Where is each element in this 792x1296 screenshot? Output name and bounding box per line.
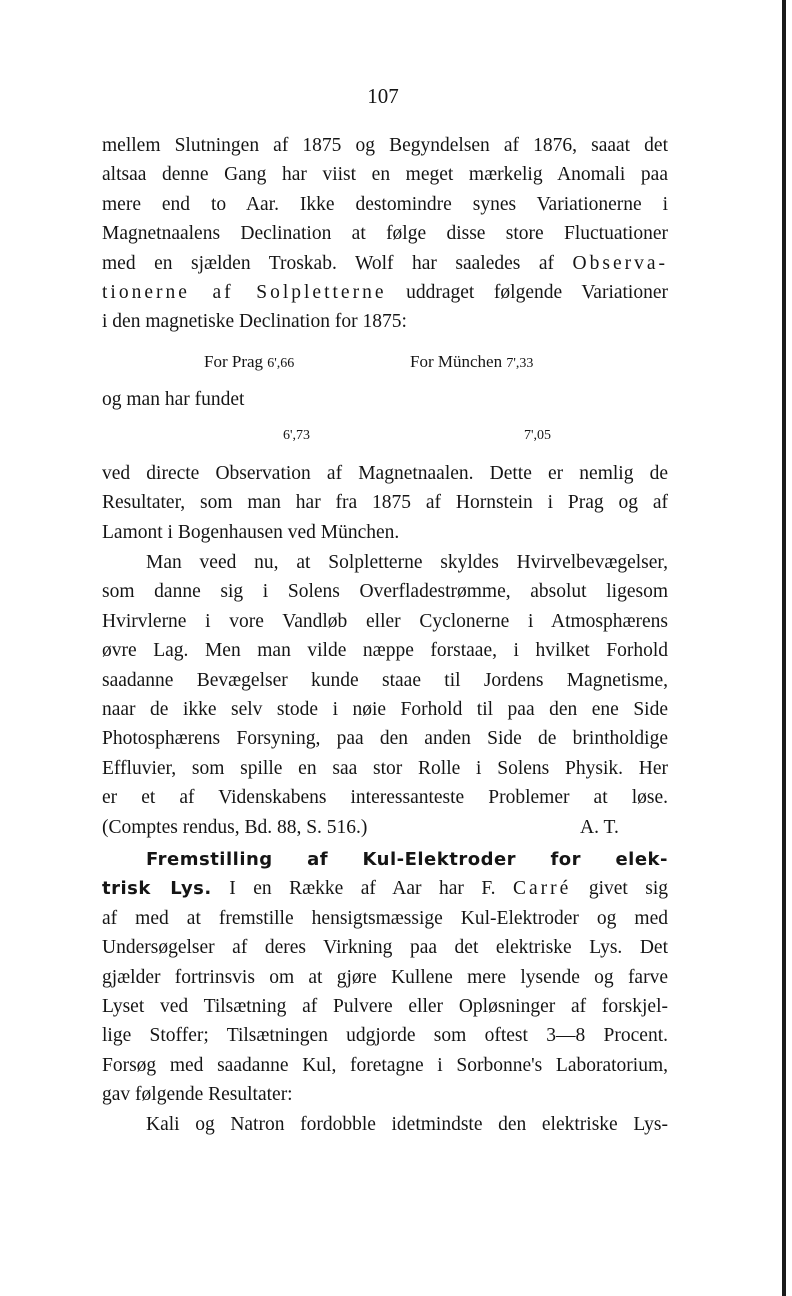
text-line: Effluvier, som spille en saa stor Rolle i Solens Physik. Her bbox=[102, 757, 668, 779]
page-number: 107 bbox=[367, 84, 399, 108]
section-heading-end: trisk Lys. bbox=[102, 878, 212, 900]
author-signature: A. T. bbox=[580, 816, 619, 838]
text-line: Lyset ved Tilsætning af Pulvere eller Opløsninger af forskjel- bbox=[102, 996, 668, 1018]
spaced-emphasis: Observa- bbox=[572, 252, 669, 274]
citation-line bbox=[102, 813, 668, 842]
text-line: trisk Lys. I en Række af Aar har F. Carré givet sig bbox=[102, 878, 669, 900]
paragraph-magnetic-declination bbox=[102, 131, 668, 337]
spaced-emphasis: tionerne af Solpletterne bbox=[102, 282, 387, 304]
text-line: Photosphærens Forsyning, paa den anden Side de brintholdige bbox=[102, 728, 668, 750]
munchen-value: 7',33 bbox=[506, 356, 534, 371]
text-line: naar de ikke selv stode i nøie Forhold til paa den ene Side bbox=[102, 699, 668, 721]
text-line: som danne sig i Solens Overfladestrømme, absolut ligesom bbox=[102, 581, 668, 603]
text-line: af med at fremstille hensigtsmæssige Kul-Elektroder og med bbox=[102, 907, 668, 929]
text-line: mere end to Aar. Ikke destomindre synes Variationerne i bbox=[102, 193, 668, 215]
spaced-emphasis: Carré bbox=[513, 878, 572, 900]
text-line: i den magnetiske Declination for 1875: bbox=[102, 311, 407, 333]
prag-found-value: 6',73 bbox=[283, 428, 311, 443]
text-line: Man veed nu, at Solpletterne skyldes Hvirvelbevægelser, bbox=[146, 552, 668, 573]
munchen-found-value: 7',05 bbox=[524, 428, 552, 443]
text-line: Kali og Natron fordobble idetmindste den elektriske Lys- bbox=[146, 1113, 668, 1135]
page-edge bbox=[782, 0, 786, 1296]
text-line: tionerne af Solpletterne uddraget følgende Variationer bbox=[102, 282, 669, 304]
text-line: Forsøg med saadanne Kul, foretagne i Sorbonne's Laboratorium, bbox=[102, 1054, 668, 1076]
text-line: altsaa denne Gang har viist en meget mærkelig Anomali paa bbox=[102, 164, 668, 186]
citation: (Comptes rendus, Bd. 88, S. 516.) bbox=[102, 816, 368, 838]
text-line: gav følgende Resultater: bbox=[102, 1084, 293, 1106]
text-line: Magnetnaalens Declination at følge disse store Fluctuationer bbox=[102, 223, 668, 245]
text-line: Hvirvlerne i vore Vandløb eller Cyclonerne i Atmosphærens bbox=[102, 610, 668, 632]
prag-value: 6',66 bbox=[267, 356, 295, 371]
paragraph-observation bbox=[102, 459, 668, 547]
munchen-figure: For München 7',33 bbox=[410, 352, 534, 371]
prag-figure: For Prag 6',66 bbox=[204, 352, 295, 371]
text-line: saadanne Bevægelser kunde staae til Jordens Magnetisme, bbox=[102, 669, 668, 691]
text-line: Lamont i Bogenhausen ved München. bbox=[102, 521, 400, 543]
text-line: lige Stoffer; Tilsætningen udgjorde som oftest 3—8 Procent. bbox=[102, 1025, 668, 1047]
text-line: med en sjælden Troskab. Wolf har saaledes af Observa- bbox=[102, 252, 669, 274]
text-line: gjælder fortrinsvis om at gjøre Kullene mere lysende og farve bbox=[102, 966, 668, 988]
text-line: øvre Lag. Men man vilde næppe forstaae, i hvilket Forhold bbox=[102, 640, 668, 662]
text-line: Resultater, som man har fra 1875 af Hornstein i Prag og af bbox=[102, 492, 668, 514]
text-line: mellem Slutningen af 1875 og Begyndelsen af 1876, saaat det bbox=[102, 135, 668, 156]
found-line bbox=[102, 385, 668, 414]
text-line: er et af Videnskabens interessanteste Problemer at løse. bbox=[102, 787, 668, 809]
section-kul-elektroder bbox=[102, 845, 668, 1139]
text-line: Undersøgelser af deres Virkning paa det elektriske Lys. Det bbox=[102, 937, 668, 959]
text-line: og man har fundet bbox=[102, 389, 245, 410]
text-line: ved directe Observation af Magnetnaalen. Dette er nemlig de bbox=[102, 463, 668, 484]
paragraph-sunspots bbox=[102, 548, 668, 842]
section-heading: Fremstilling af Kul-Elektroder for elek- bbox=[146, 849, 668, 870]
